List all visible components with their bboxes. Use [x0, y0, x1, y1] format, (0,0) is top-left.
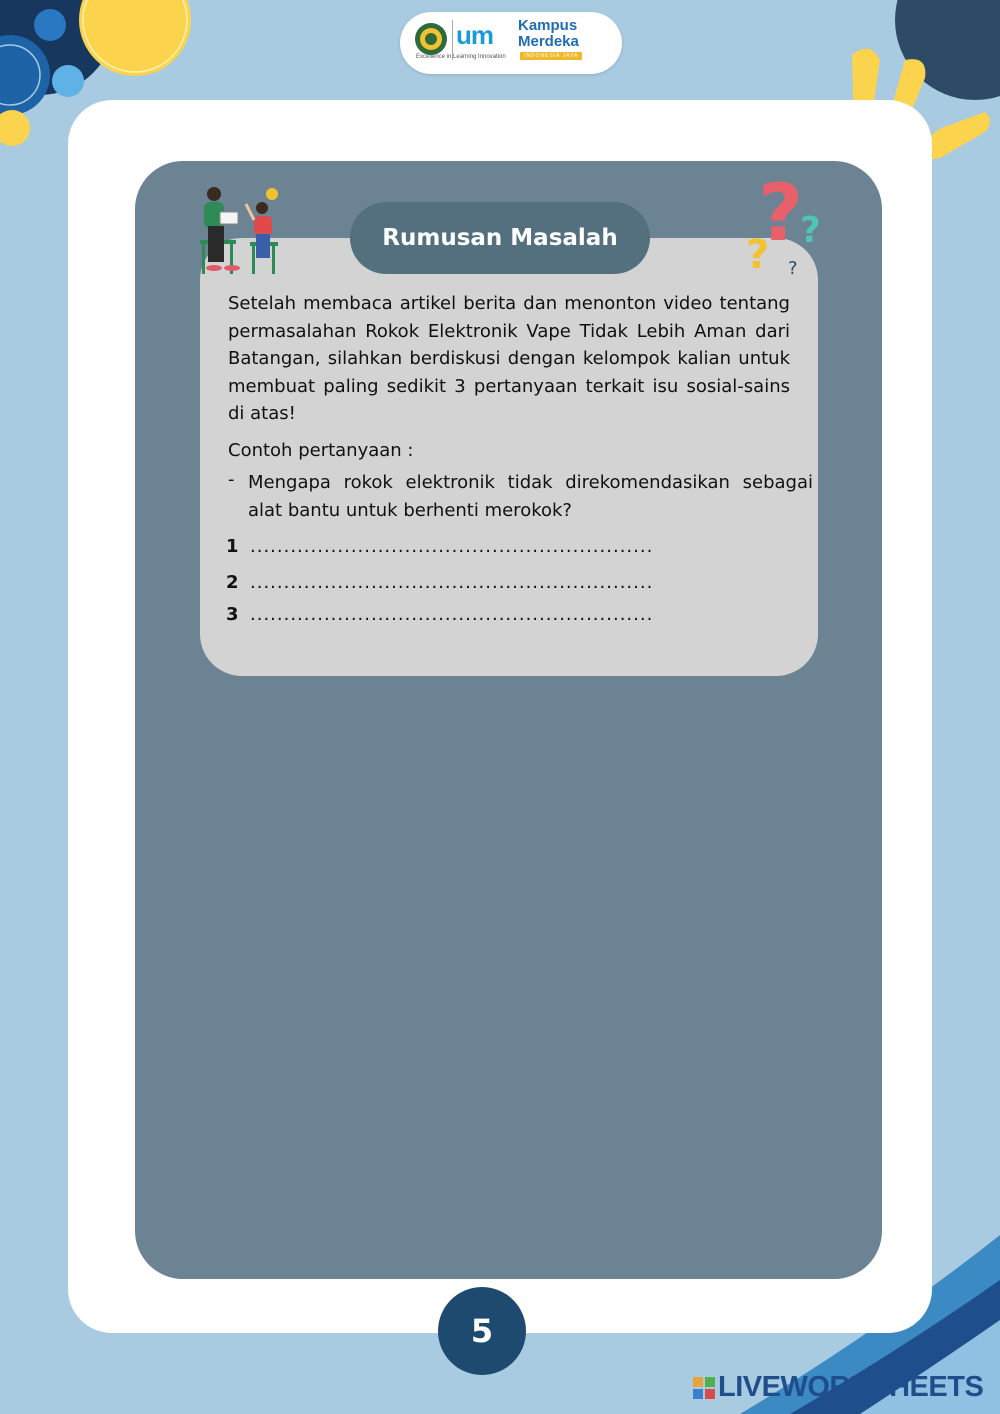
example-question: Mengapa rokok elektronik tidak direkomendasikan sebagai alat bantu untuk berhenti merokok?: [248, 472, 813, 521]
answer-number-2: 2: [226, 572, 239, 593]
logo-tagline: Excellence in Learning Innovation: [416, 54, 506, 60]
liveworksheets-watermark[interactable]: LIVEWORKSHEETS: [718, 1371, 984, 1403]
answer-number-3: 3: [226, 604, 239, 625]
question-marks-icon: [744, 170, 840, 280]
indonesia-jaya-text: INDONESIA JAYA: [520, 52, 582, 60]
merdeka-text: Merdeka: [518, 33, 579, 50]
example-bullet: -: [228, 469, 235, 490]
um-seal-icon: [414, 22, 448, 56]
svg-text:?: ?: [800, 210, 821, 251]
instruction-text: Setelah membaca artikel berita dan menonton video tentang permasalahan Rokok Elektronik Vape Tidak Lebih Aman dari Batangan, silahkan berdiskusi dengan kelompok kalian untuk membuat paling sedikit 3 pertanyaan terkait isu sosial-sains di atas!: [228, 293, 790, 425]
liveworksheets-logo-icon: [693, 1377, 715, 1399]
kampus-merdeka-logo: [518, 18, 579, 50]
answer-line-2[interactable]: ............................................................: [250, 572, 654, 593]
page-number: 5: [438, 1287, 526, 1375]
header-logo: [400, 12, 622, 74]
svg-text:?: ?: [788, 258, 798, 279]
example-heading: Contoh pertanyaan :: [228, 440, 414, 461]
svg-text:?: ?: [758, 170, 804, 259]
answer-number-1: 1: [226, 536, 239, 557]
answer-line-1[interactable]: ............................................................: [250, 536, 654, 557]
svg-text:?: ?: [746, 232, 770, 278]
teacher-student-illustration-icon: [196, 182, 286, 278]
answer-line-3[interactable]: ............................................................: [250, 604, 654, 625]
um-logo-text: um: [456, 20, 493, 50]
section-title: Rumusan Masalah: [350, 202, 650, 274]
kampus-text: Kampus: [518, 17, 578, 34]
